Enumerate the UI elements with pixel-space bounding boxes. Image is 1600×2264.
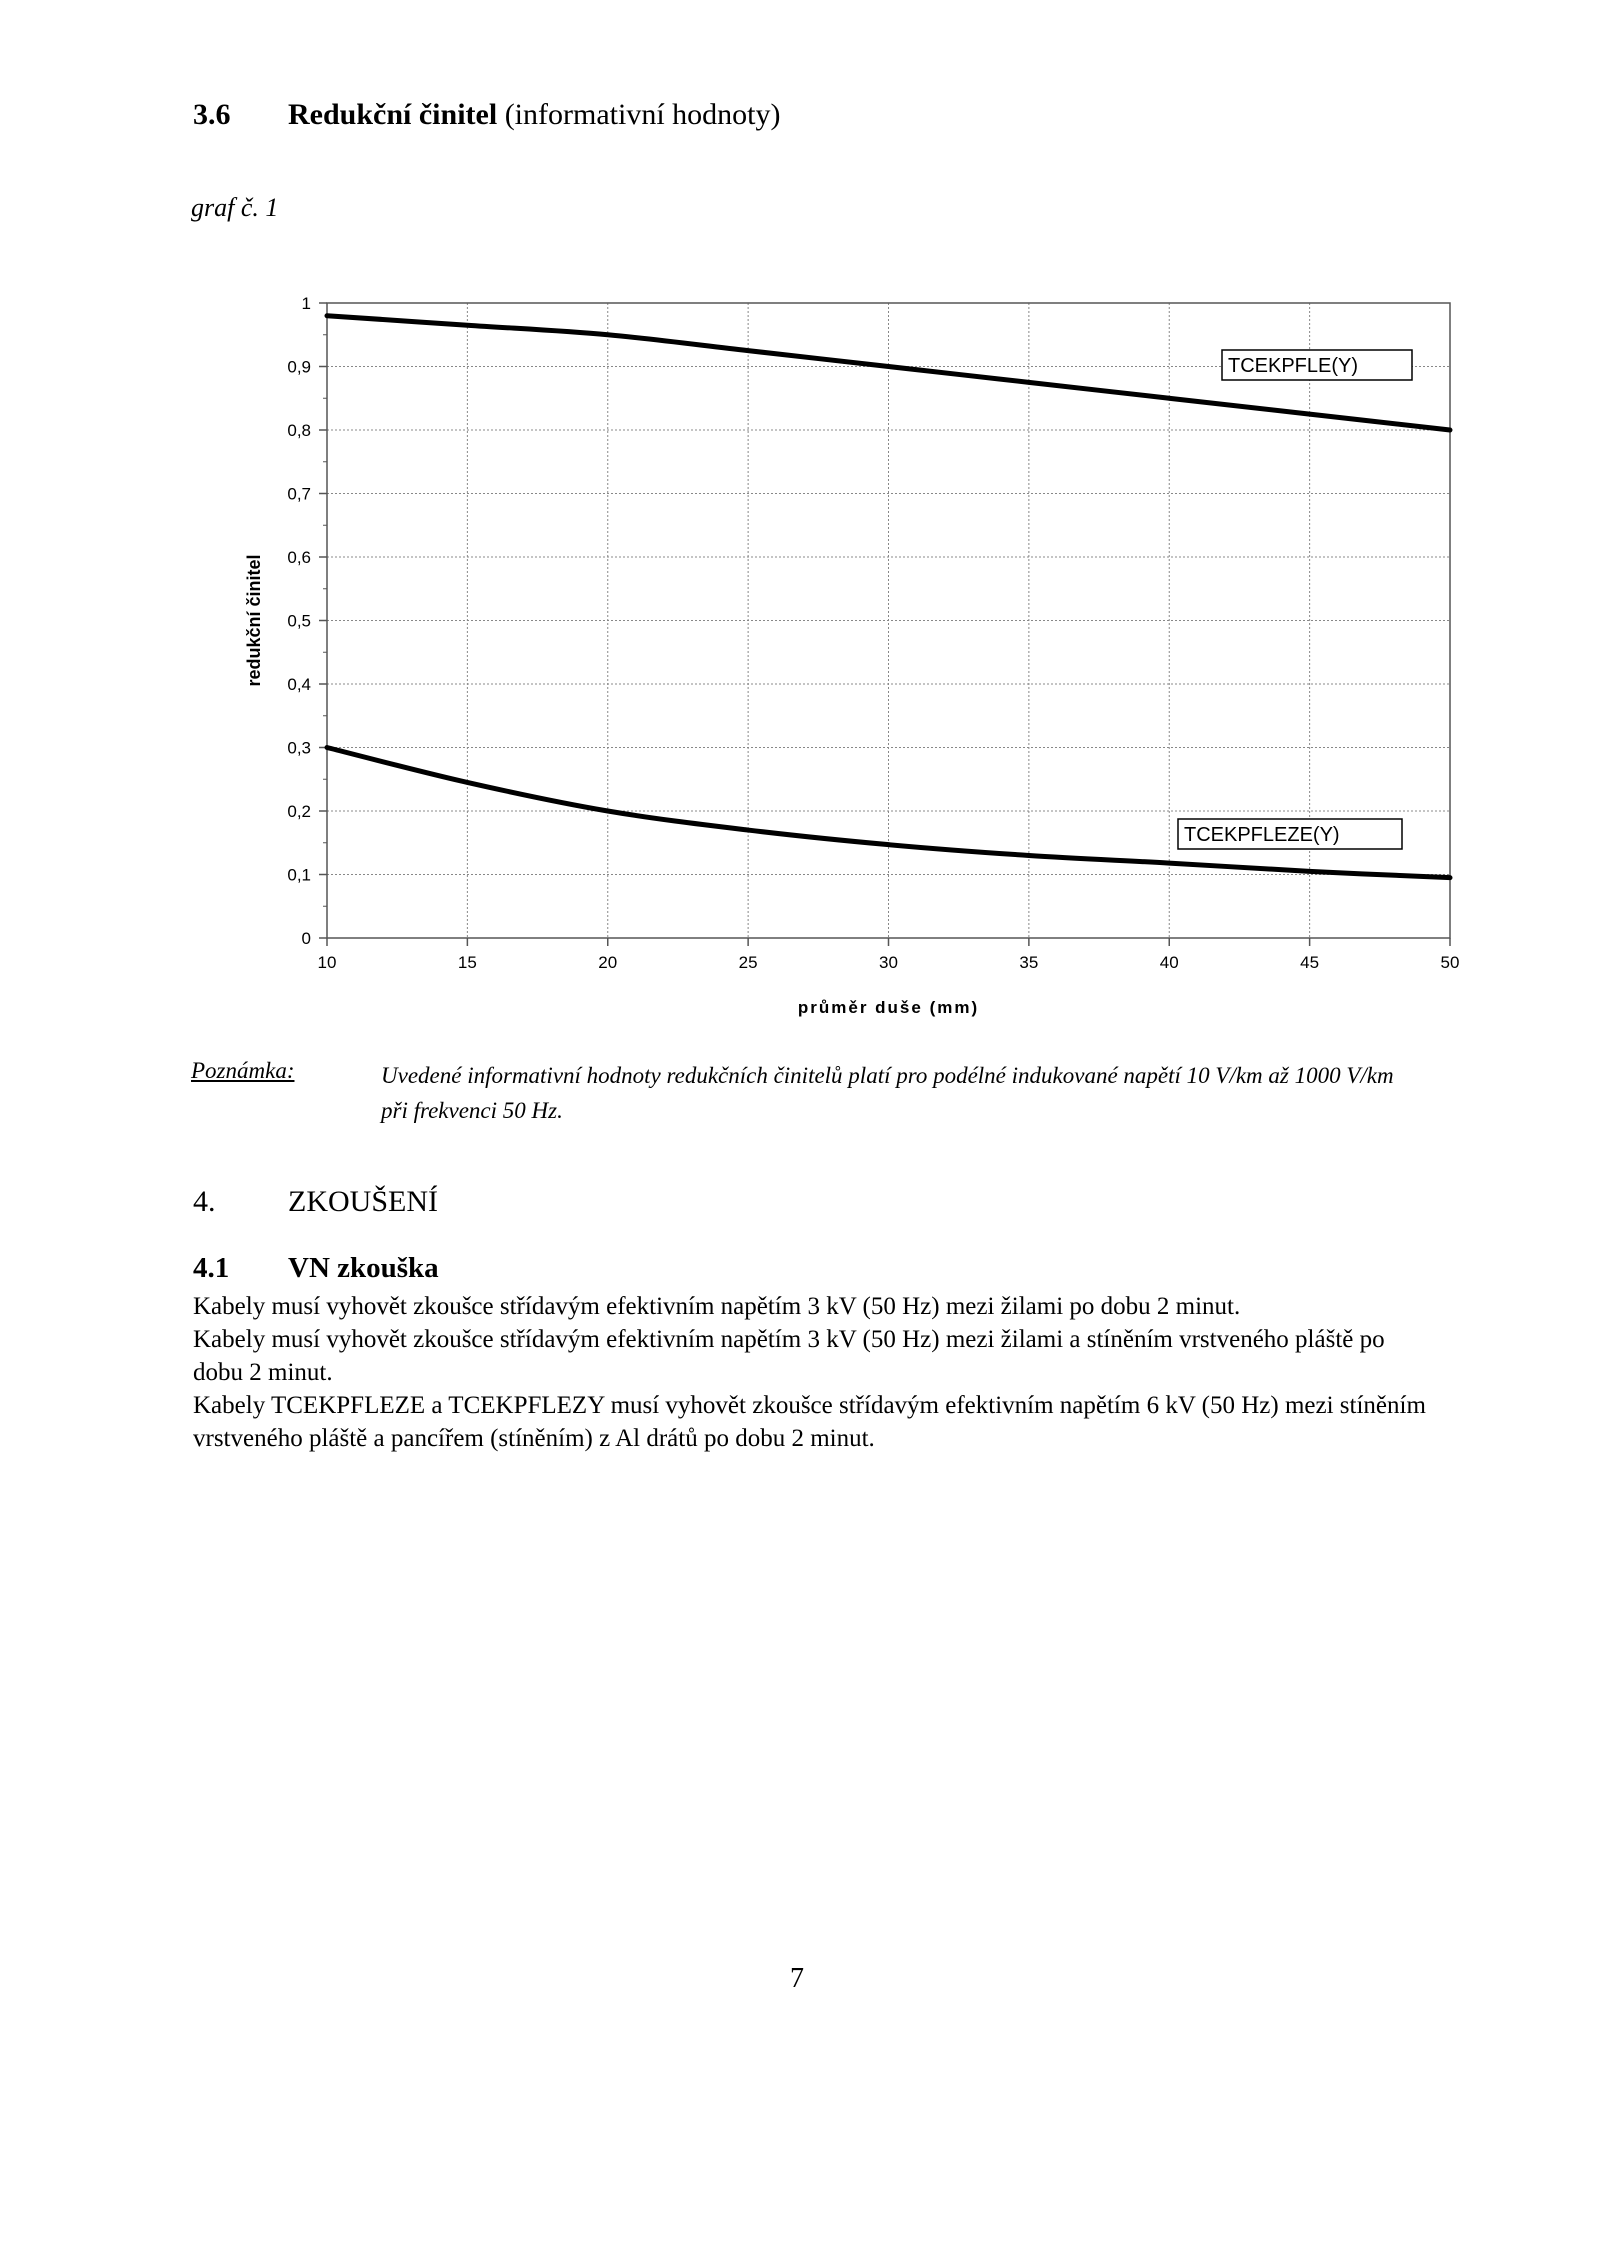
section-3-6-heading bbox=[193, 98, 781, 132]
paragraph: Kabely TCEKPFLEZE a TCEKPFLEZY musí vyhovět zkoušce střídavým efektivním napětím 6 kV (50 Hz) mezi stíněním vrstveného pláště a pancířem (stíněním) z Al drátů po dobu 2 minut. bbox=[193, 1392, 1426, 1452]
note-label: Poznámka: bbox=[191, 1058, 295, 1083]
section-number: 4.1 bbox=[193, 1252, 230, 1284]
y-tick-label: 0,1 bbox=[287, 865, 311, 885]
series-label: TCEKPFLE(Y) bbox=[1228, 355, 1359, 377]
paragraph: Kabely musí vyhovět zkoušce střídavým efektivním napětím 3 kV (50 Hz) mezi žilami po dobu 2 minut. bbox=[193, 1293, 1241, 1320]
x-tick-label: 50 bbox=[1440, 953, 1460, 972]
y-tick-label: 0,6 bbox=[287, 548, 311, 567]
section-number: 4. bbox=[193, 1185, 216, 1218]
y-tick-label: 0,5 bbox=[287, 611, 311, 631]
note-text: Uvedené informativní hodnoty redukčních činitelů platí pro podélné indukované napětí 10 V/km až 1000 V/km při frekvenci 50 Hz. bbox=[381, 1063, 1394, 1123]
reduction-factor-chart bbox=[230, 282, 1490, 1027]
y-tick-label: 1 bbox=[301, 294, 311, 313]
series-label: TCEKPFLEZE(Y) bbox=[1184, 824, 1340, 846]
y-tick-label: 0,9 bbox=[287, 357, 311, 377]
x-tick-label: 45 bbox=[1300, 953, 1320, 972]
x-tick-label: 30 bbox=[879, 953, 898, 972]
section-4-heading bbox=[193, 1185, 438, 1219]
y-tick-label: 0,7 bbox=[287, 484, 311, 504]
section-number: 3.6 bbox=[193, 98, 231, 131]
series-labels bbox=[1178, 350, 1412, 849]
section-title bbox=[288, 98, 780, 132]
section-4-1-body bbox=[193, 1290, 1433, 1455]
x-tick-label: 10 bbox=[317, 953, 337, 972]
y-tick-label: 0 bbox=[301, 929, 311, 948]
section-title: ZKOUŠENÍ bbox=[288, 1185, 438, 1218]
x-tick-label: 40 bbox=[1159, 953, 1179, 972]
y-tick-label: 0,3 bbox=[287, 738, 311, 758]
x-tick-label: 20 bbox=[598, 953, 618, 972]
x-tick-label: 35 bbox=[1019, 953, 1039, 972]
y-axis-label: redukční činitel bbox=[244, 554, 264, 687]
paragraph: Kabely musí vyhovět zkoušce střídavým efektivním napětím 3 kV (50 Hz) mezi žilami a stíněním vrstveného pláště po dobu 2 minut. bbox=[193, 1326, 1385, 1386]
x-axis-ticks bbox=[318, 938, 1460, 972]
graph-label: graf č. 1 bbox=[191, 193, 279, 222]
x-tick-label: 15 bbox=[457, 953, 477, 972]
y-tick-label: 0,4 bbox=[287, 675, 311, 694]
chart-svg bbox=[230, 282, 1490, 1022]
section-title-rest: (informativní hodnoty) bbox=[504, 98, 781, 131]
y-tick-label: 0,2 bbox=[287, 802, 311, 821]
x-axis-label: průměr duše (mm) bbox=[797, 998, 980, 1017]
section-title-bold: Redukční činitel bbox=[288, 98, 498, 131]
y-axis-ticks bbox=[287, 294, 327, 948]
section-4-1-heading bbox=[193, 1252, 439, 1285]
y-tick-label: 0,8 bbox=[287, 421, 311, 440]
x-tick-label: 25 bbox=[738, 953, 758, 972]
page-number: 7 bbox=[790, 1963, 804, 1994]
section-title: VN zkouška bbox=[288, 1252, 439, 1284]
